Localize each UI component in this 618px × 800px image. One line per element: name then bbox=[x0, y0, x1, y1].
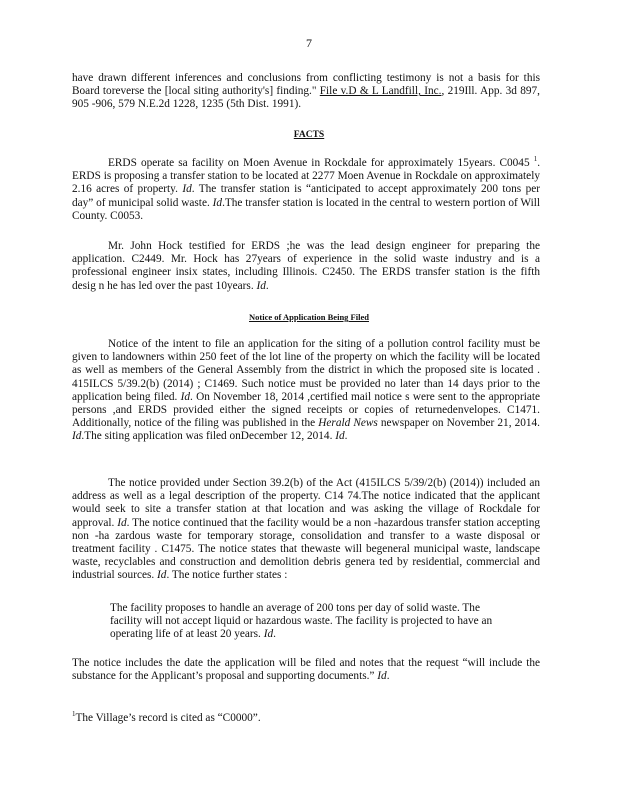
para3-text-b: . On November 18, 2014 ,certified mail notice s were sent to the appropriate persons ,and ERDS provided either the signed receipts or copies of returnedenvelopes. C1471. Additionally, notice of the filing was published in the bbox=[72, 390, 541, 430]
intro-text: have drawn different inferences and conclusions from conflicting testimony is not a basis for this Board toreverse the [local siting authority's] finding." bbox=[72, 72, 540, 98]
case-citation: File v.D & L Landfill, Inc. bbox=[319, 85, 442, 98]
id-citation: Id bbox=[263, 628, 274, 641]
id-citation: Id bbox=[180, 390, 191, 403]
para3-text-c: newspaper on November 21, 2014. bbox=[380, 417, 541, 430]
para5-text-a: The notice includes the date the application will be filed and notes that the request “will include the substance for the Applicant’s proposal and supporting documents.” bbox=[72, 657, 540, 683]
block-quote bbox=[110, 602, 510, 642]
id-citation: Id bbox=[72, 430, 82, 443]
paragraph-notice-intent bbox=[72, 338, 540, 444]
paragraph-notice-date bbox=[72, 657, 540, 683]
id-citation: Id bbox=[182, 183, 192, 196]
para1-text-b: . ERDS is proposing a transfer station to be located at 2277 Moen Avenue in Rockdale on approximately 2.16 acres of property. bbox=[72, 157, 541, 196]
id-citation: Id bbox=[117, 516, 127, 529]
intro-citation-tail: , 219Ill. App. 3d 897, 905 -906, 579 N.E.2d 1228, 1235 (5th Dist. 1991). bbox=[72, 85, 540, 111]
para1-text-a: ERDS operate sa facility on Moen Avenue in Rockdale for approximately 15years. C0045 bbox=[108, 157, 530, 169]
quote-text-a: The facility proposes to handle an average of 200 tons per day of solid waste. The facility will not accept liquid or hazardous waste. The facility is projected to have an operating life of at least 20 years. bbox=[110, 602, 493, 641]
paragraph-hock-testimony bbox=[72, 240, 540, 293]
page-number: 7 bbox=[306, 36, 312, 50]
para3-text-e: . bbox=[344, 430, 348, 443]
id-citation: Id bbox=[335, 430, 345, 443]
facts-heading: FACTS bbox=[293, 130, 325, 140]
notice-heading: Notice of Application Being Filed bbox=[249, 312, 369, 322]
para4-text-c: . The notice further states : bbox=[166, 569, 288, 582]
footnote-text: The Village’s record is cited as “C0000”. bbox=[75, 712, 261, 724]
para1-text-c: . The transfer station is “anticipated to accept approximately 200 tons per day” of municipal solid waste. bbox=[72, 183, 541, 209]
footnote-marker: 1 bbox=[533, 155, 538, 164]
para3-text-d: .The siting application was filed onDecember 12, 2014. bbox=[81, 430, 333, 443]
quote-text-b: . bbox=[273, 628, 276, 641]
para5-text-b: . bbox=[386, 670, 390, 683]
newspaper-name: Herald News bbox=[318, 417, 378, 430]
id-citation: Id bbox=[212, 196, 223, 209]
para2-text-b: . bbox=[265, 279, 269, 292]
para3-text-a: Notice of the intent to file an application for the siting of a pollution control facility must be given to landowners within 250 feet of the lot line of the property on which the facility will be located as well as members of the General Assembly from the district in which the proposed site is located . 415ILCS 5/39.2(b) (2014) ; C1469. Such notice must be provided no later than 14 days prior to the application being filed. bbox=[72, 338, 540, 403]
id-citation: Id bbox=[377, 670, 387, 683]
id-citation: Id bbox=[157, 569, 167, 582]
paragraph-erds-facility bbox=[72, 157, 540, 223]
id-citation: Id bbox=[256, 279, 266, 292]
footnote-mark: 1 bbox=[72, 710, 76, 719]
intro-paragraph bbox=[72, 72, 540, 112]
paragraph-notice-provided bbox=[72, 477, 540, 583]
footnote bbox=[72, 712, 261, 724]
para1-text-d: .The transfer station is located in the central to western portion of Will County. C0053. bbox=[72, 196, 540, 222]
para4-text-a: The notice provided under Section 39.2(b) of the Act (415ILCS 5/39/2(b) (2014)) included an address as well as a legal description of the property. C14 74.The notice indicated that the applicant would seek to site a transfer station at that location and was asking the village of Rockdale for approval. bbox=[72, 477, 540, 529]
para2-text-a: Mr. John Hock testified for ERDS ;he was the lead design engineer for preparing the application. C2449. Mr. Hock has 27years of experience in the solid waste industry and is a professional engineer insix states, including Illinois. C2450. The ERDS transfer station is the fifth desig n he has led over the past 10years. bbox=[72, 240, 540, 292]
para4-text-b: . The notice continued that the facility would be a non -hazardous transfer station accepting non -ha zardous waste for temporary storage, consolidation and transfer to a waste disposal or treatment facility . C1475. The notice states that thewaste will begeneral municipal waste, landscape waste, recyclables and construction and demolition debris genera ted by residential, commercial and industrial sources. bbox=[72, 516, 540, 582]
